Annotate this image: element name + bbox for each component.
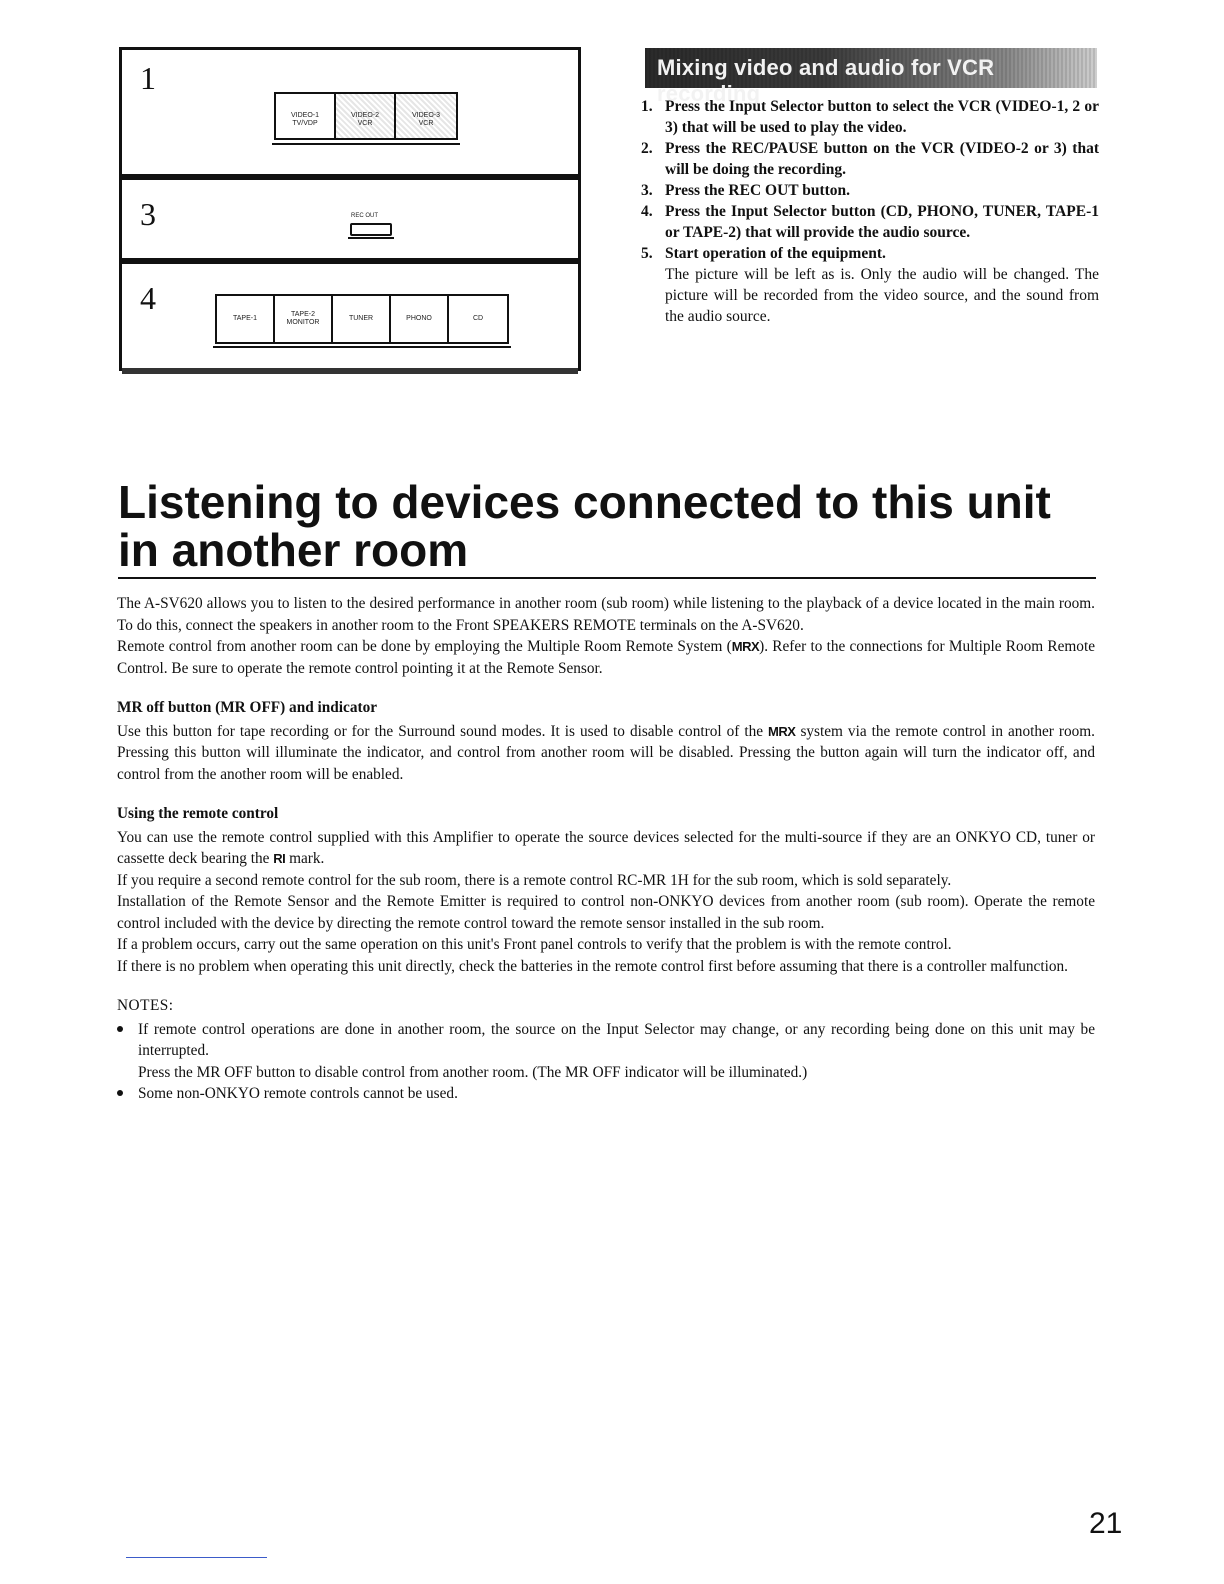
text-run: Use this button for tape recording or for the Surround sound modes. It is used to disable control of the: [117, 722, 769, 740]
step-number: 1.: [641, 98, 653, 115]
remote-paragraph: Installation of the Remote Sensor and the Remote Emitter is required to control non-ONKYO devices from another room (sub room). Operate the remote control included with the device by directing the remote control toward the remote sensor installed in the sub room.: [117, 893, 1095, 932]
step-number: 4.: [641, 203, 653, 220]
video-2-button: VIDEO-2 VCR: [336, 94, 396, 138]
step-item: [641, 201, 1099, 243]
mr-off-heading: MR off button (MR OFF) and indicator: [117, 699, 378, 716]
video-1-button: VIDEO-1 TV/VDP: [276, 94, 336, 138]
step-item: [641, 96, 1099, 138]
mr-off-paragraph: [117, 721, 1095, 786]
figure-step-4: [122, 270, 578, 368]
step-number: 3.: [641, 182, 653, 199]
mrx-logo: MRX: [731, 639, 760, 654]
remote-paragraph: If there is no problem when operating this unit directly, check the batteries in the remote control first before assuming that there is a controller malfunction.: [117, 957, 1068, 975]
page-title: Listening to devices connected to this unit in another room: [118, 476, 1051, 576]
step-text: Start operation of the equipment.: [665, 245, 886, 262]
step-item: [641, 180, 1099, 201]
intro-paragraph: [117, 636, 1095, 679]
title-divider: [118, 577, 1096, 579]
note-text: Some non-ONKYO remote controls cannot be used.: [138, 1085, 458, 1102]
text-run: system via the remote control in another room. Pressing this button will illuminate the indicator, and control from another room will be disabled. Pressing the button again will turn the indicator off, and control from the another room will be enabled.: [117, 722, 1096, 783]
remote-paragraph: If you require a second remote control for the sub room, there is a remote control RC-MR 1H for the sub room, which is sold separately.: [117, 871, 952, 889]
text-run: Remote control from another room can be done by employing the Multiple Room Remote System (: [117, 638, 732, 655]
note-text: If remote control operations are done in another room, the source on the Input Selector may change, or any recording being done on this unit may be interrupted.: [138, 1020, 1095, 1059]
step-text: Press the Input Selector button to select the VCR (VIDEO-1, 2 or 3) that will be used to play the video.: [665, 98, 1099, 136]
figure-step-number: 4: [140, 280, 156, 316]
remote-paragraph: [117, 827, 1095, 870]
step-item: [641, 243, 1099, 264]
ri-logo: RI: [273, 851, 286, 866]
section-heading-bar: [645, 48, 1097, 106]
phono-button: PHONO: [391, 296, 449, 342]
step-number: 5.: [641, 245, 653, 262]
notes-list: [117, 1019, 1095, 1105]
body-text: [117, 593, 1095, 1105]
text-run: You can use the remote control supplied with this Amplifier to operate the source devices selected for the multi-source if they are an ONKYO CD, tuner or cassette deck bearing the: [117, 828, 1095, 867]
step-text: Press the Input Selector button (CD, PHONO, TUNER, TAPE-1 or TAPE-2) that will provide the audio source.: [665, 203, 1099, 241]
tuner-button: TUNER: [333, 296, 391, 342]
step-item: [641, 138, 1099, 180]
step-text: Press the REC/PAUSE button on the VCR (VIDEO-2 or 3) that will be doing the recording.: [665, 140, 1099, 178]
remote-heading: Using the remote control: [117, 805, 279, 822]
figure-step-1: [122, 50, 578, 180]
remote-paragraph: If a problem occurs, carry out the same operation on this unit's Front panel controls to verify that the problem is with the remote control.: [117, 936, 952, 953]
note-item: [117, 1083, 1095, 1105]
rec-out-button: [350, 223, 392, 236]
text-run: ). Refer to the connections for Multiple Room Remote Control. Be sure to operate the remote control pointing it at the Remote Sensor.: [117, 638, 1095, 677]
front-panel-illustration: [119, 47, 581, 371]
footer-line: [126, 1557, 267, 1558]
note-text: Press the MR OFF button to disable control from another room. (The MR OFF indicator will be illuminated.): [138, 1063, 808, 1081]
note-item: [117, 1019, 1095, 1084]
cd-button: CD: [472, 315, 484, 322]
video-3-button: VIDEO-3 VCR: [396, 94, 456, 138]
page-number: 21: [1089, 1507, 1123, 1540]
intro-paragraph: The A-SV620 allows you to listen to the desired performance in another room (sub room) while listening to the playback of a device located in the main room. To do this, connect the speakers in another room to the Front SPEAKERS REMOTE terminals on the A-SV620.: [117, 595, 1095, 634]
figure-step-number: 3: [140, 196, 156, 232]
video-selector-buttons: [274, 92, 458, 140]
step-text: Press the REC OUT button.: [665, 182, 851, 199]
text-run: mark.: [285, 850, 325, 867]
section-heading: Mixing video and audio for VCR recording: [657, 55, 995, 106]
rec-out-label: REC OUT: [351, 213, 378, 219]
tape-2-monitor-button: TAPE-2 MONITOR: [275, 296, 333, 342]
step-number: 2.: [641, 140, 653, 157]
steps-list: [641, 96, 1099, 327]
figure-step-number: 1: [140, 60, 156, 96]
notes-heading: NOTES:: [117, 997, 174, 1014]
figure-step-3: [122, 186, 578, 264]
step-5-note: The picture will be left as is. Only the audio will be changed. The picture will be recorded from the video source, and the sound from the audio source.: [665, 266, 1099, 325]
audio-selector-buttons: [215, 294, 509, 344]
tape-1-button: TAPE-1: [217, 296, 275, 342]
mrx-logo: MRX: [768, 723, 796, 739]
